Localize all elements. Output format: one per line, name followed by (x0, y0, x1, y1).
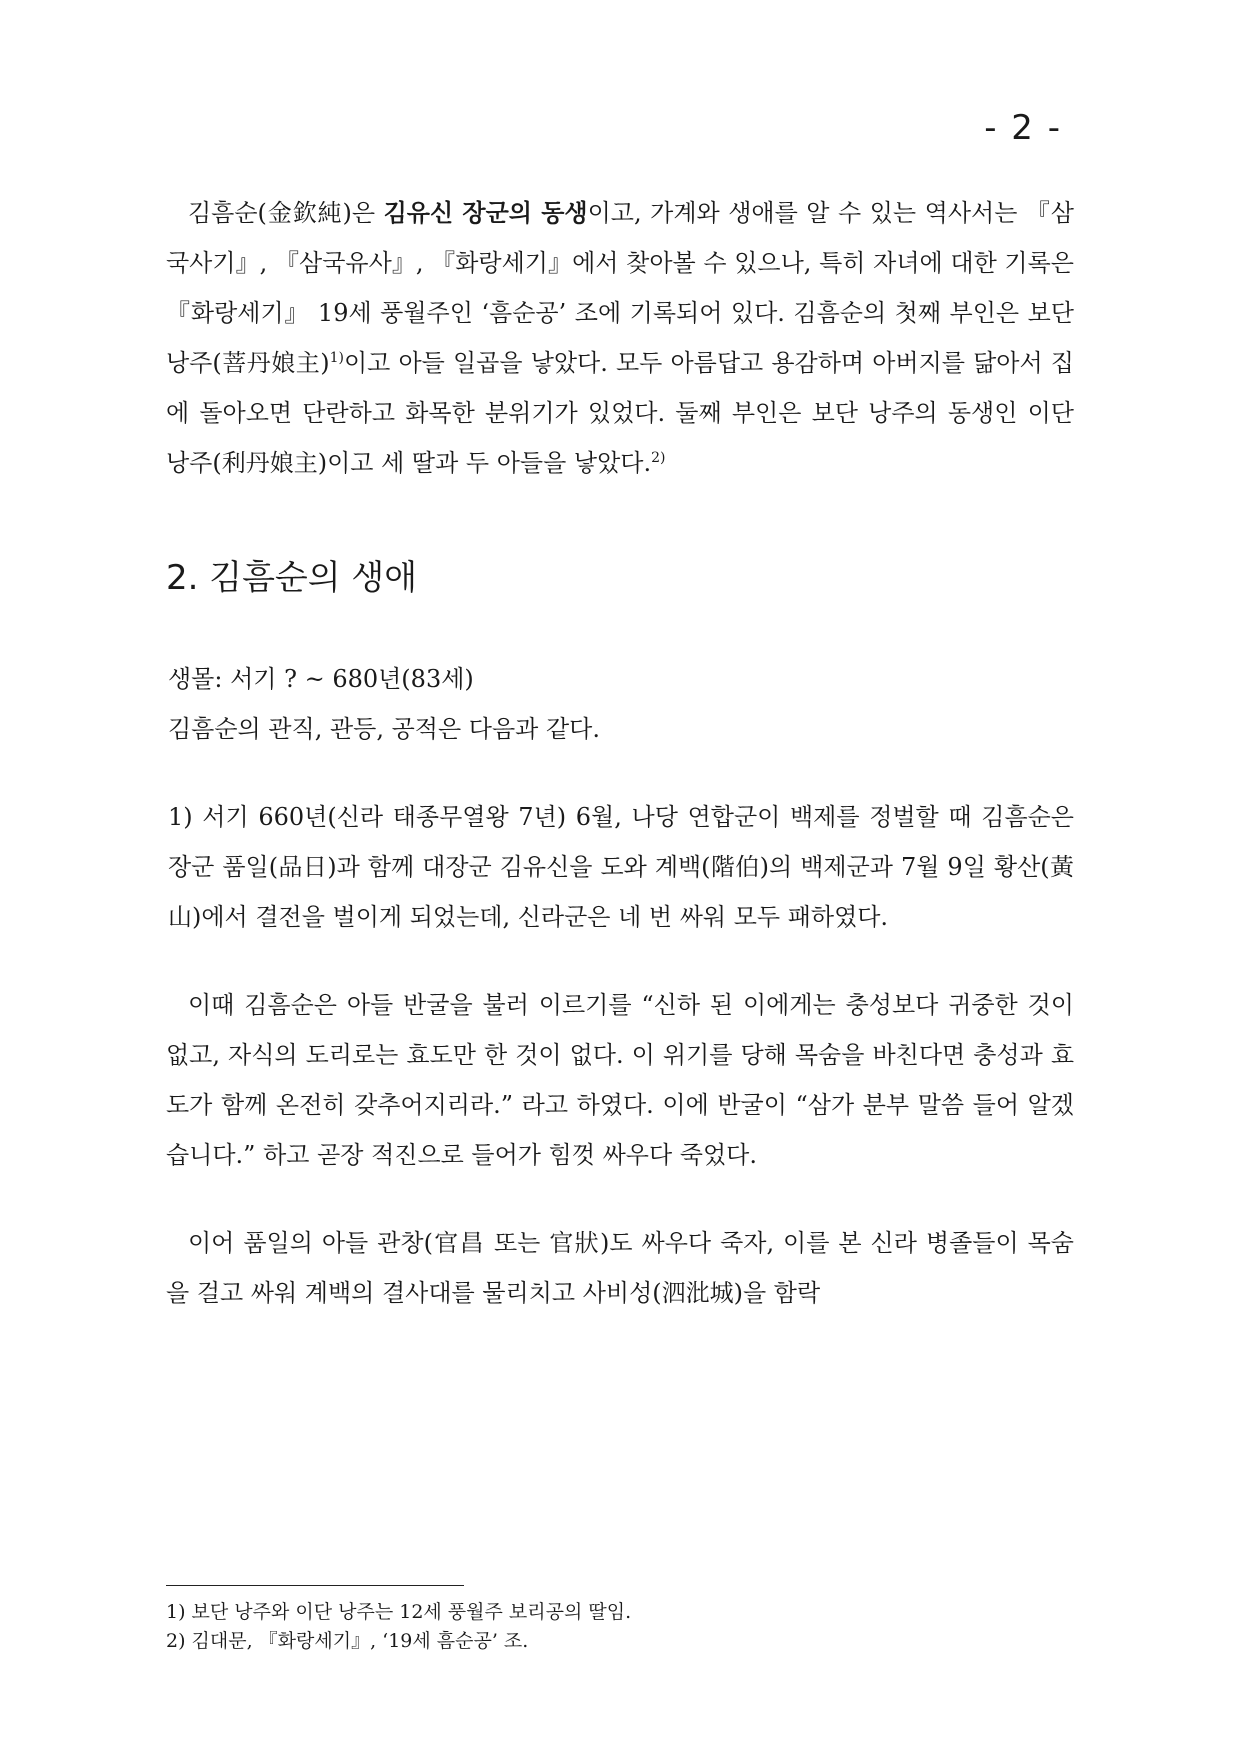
page-number: - 2 - (984, 108, 1062, 148)
footnote-ref-1: 1) (329, 350, 344, 366)
summary-line: 김흠순의 관직, 관등, 공적은 다음과 같다. (168, 715, 600, 743)
intro-bold-text: 김유신 장군의 동생 (383, 198, 588, 227)
intro-text-2: 이고, 가계와 생애를 알 수 있는 역사서는 『삼국사기』, 『삼국유사』, 『화랑세기』에서 찾아볼 수 있으나, 특히 자녀에 대한 기록은 『화랑세기』 19세 풍월주인 ‘흠순공’ 조에 기록되어 있다. 김흠순의 첫째 부인은 보단 낭주(菩丹娘主) (166, 199, 1074, 377)
paragraph-bangul: 이때 김흠순은 아들 반굴을 불러 이르기를 “신하 된 이에게는 충성보다 귀중한 것이 없고, 자식의 도리로는 효도만 한 것이 없다. 이 위기를 당해 목숨을 바친다면 충성과 효도가 함께 온전히 갖추어지리라.” 라고 하였다. 이에 반굴이 “삼가 분부 말씀 들어 알겠습니다.” 하고 곧장 적진으로 들어가 힘껏 싸우다 죽었다. (166, 991, 1074, 1169)
footnote-2: 2) 김대문, 『화랑세기』, ‘19세 흠순공’ 조. (166, 1630, 529, 1652)
intro-text-1: 김흠순(金欽純)은 (188, 199, 384, 227)
intro-paragraph (166, 188, 1074, 488)
paragraph-gwanchang: 이어 품일의 아들 관창(官昌 또는 官狀)도 싸우다 죽자, 이를 본 신라 병졸들이 목숨을 걸고 싸워 계백의 결사대를 물리치고 사비성(泗沘城)을 함락 (166, 1229, 1074, 1307)
section-heading: 2. 김흠순의 생애 (166, 558, 418, 598)
footnote-divider (166, 1585, 464, 1586)
intro-text-3: 이고 아들 일곱을 낳았다. 모두 아름답고 용감하며 아버지를 닮아서 집에 돌아오면 단란하고 화목한 분위기가 있었다. 둘째 부인은 보단 낭주의 동생인 이단 낭주(利丹娘主)이고 세 딸과 두 아들을 낳았다. (166, 349, 1074, 477)
document-body (166, 188, 1074, 1318)
lifespan-line: 생몰: 서기 ? ~ 680년(83세) (168, 665, 474, 693)
footnotes (166, 1598, 1074, 1656)
life-info (166, 654, 1074, 754)
paragraph-battle: 1) 서기 660년(신라 태종무열왕 7년) 6월, 나당 연합군이 백제를 정벌할 때 김흠순은 장군 품일(品日)과 함께 대장군 김유신을 도와 계백(階伯)의 백제군과 7월 9일 황산(黃山)에서 결전을 벌이게 되었는데, 신라군은 네 번 싸워 모두 패하였다. (168, 803, 1074, 931)
footnote-1: 1) 보단 낭주와 이단 낭주는 12세 풍월주 보리공의 딸임. (166, 1601, 632, 1623)
footnote-ref-2: 2) (651, 450, 666, 466)
